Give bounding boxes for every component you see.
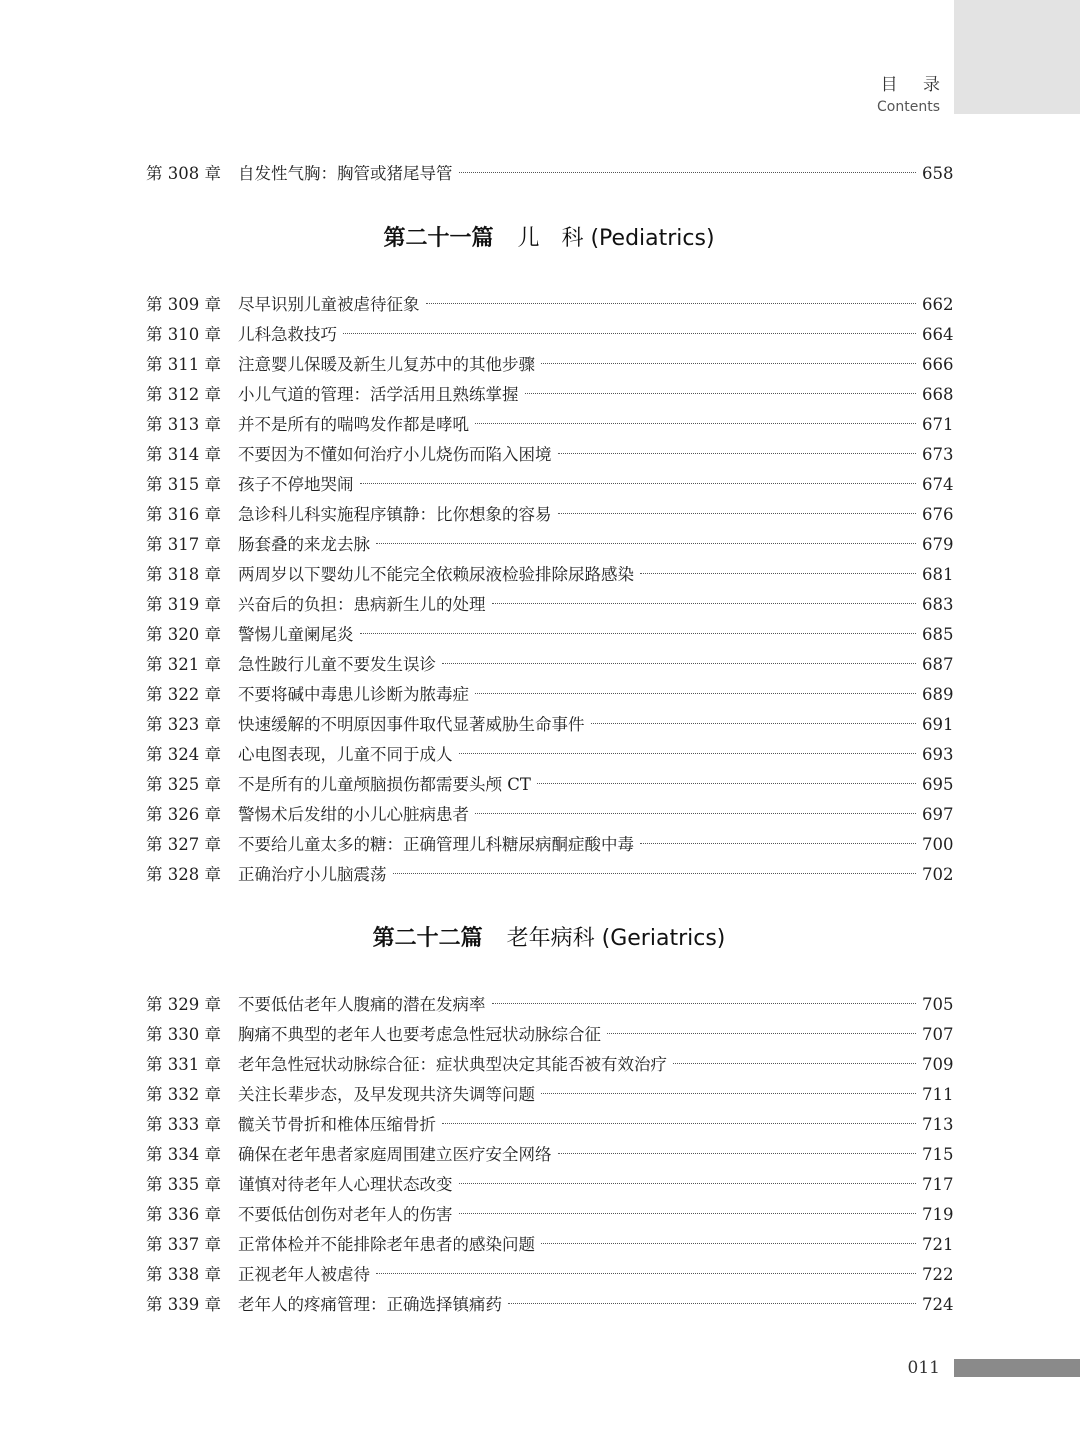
dot-leader <box>475 813 916 814</box>
toc-entry[interactable] <box>146 320 952 350</box>
chapter-title: 快速缓解的不明原因事件取代显著威胁生命事件 <box>238 715 585 734</box>
dot-leader <box>492 1003 917 1004</box>
toc-entry[interactable] <box>146 560 952 590</box>
toc-entry[interactable] <box>146 680 952 710</box>
toc-entry[interactable] <box>146 860 952 890</box>
toc-entry[interactable] <box>146 620 952 650</box>
dot-leader <box>525 393 917 394</box>
toc-entry[interactable] <box>146 350 952 380</box>
toc-entry[interactable] <box>146 770 952 800</box>
chapter-title: 不要低估老年人腹痛的潜在发病率 <box>238 995 486 1014</box>
chapter-page-number: 719 <box>922 1205 954 1224</box>
header-title-cn: 目 录 <box>880 75 950 95</box>
dot-leader <box>558 513 917 514</box>
chapter-title: 不要因为不懂如何治疗小儿烧伤而陷入困境 <box>238 445 552 464</box>
toc-entry[interactable] <box>146 1080 952 1110</box>
toc-entry[interactable] <box>146 650 952 680</box>
running-header <box>877 74 950 118</box>
chapter-title: 确保在老年患者家庭周围建立医疗安全网络 <box>238 1145 552 1164</box>
dot-leader <box>475 693 916 694</box>
chapter-number: 第 320 章 <box>146 625 221 644</box>
part-21-title: 儿 科 (Pediatrics) <box>517 226 715 251</box>
chapter-title: 正确治疗小儿脑震荡 <box>238 865 387 884</box>
dot-leader <box>541 1093 916 1094</box>
footer-bar-decoration <box>954 1359 1080 1377</box>
toc-list-part-22 <box>146 990 952 1320</box>
chapter-number: 第 308 章 <box>146 164 221 183</box>
chapter-number: 第 325 章 <box>146 775 221 794</box>
toc-entry[interactable] <box>146 1110 952 1140</box>
part-21-number: 第二十一篇 <box>383 226 494 251</box>
chapter-title: 不要将碱中毒患儿诊断为脓毒症 <box>238 685 469 704</box>
dot-leader <box>537 783 916 784</box>
chapter-page-number: 700 <box>922 835 954 854</box>
toc-entry[interactable] <box>146 710 952 740</box>
dot-leader <box>673 1063 916 1064</box>
toc-entry[interactable] <box>146 1050 952 1080</box>
dot-leader <box>640 843 916 844</box>
chapter-number: 第 338 章 <box>146 1265 221 1284</box>
dot-leader <box>343 333 916 334</box>
chapter-title: 胸痛不典型的老年人也要考虑急性冠状动脉综合征 <box>238 1025 601 1044</box>
chapter-page-number: 709 <box>922 1055 954 1074</box>
dot-leader <box>376 543 916 544</box>
chapter-title: 注意婴儿保暖及新生儿复苏中的其他步骤 <box>238 355 535 374</box>
chapter-page-number: 713 <box>922 1115 954 1134</box>
dot-leader <box>475 423 916 424</box>
chapter-page-number: 666 <box>922 355 954 374</box>
dot-leader <box>541 363 916 364</box>
chapter-page-number: 715 <box>922 1145 954 1164</box>
toc-entry[interactable] <box>146 1170 952 1200</box>
chapter-page-number: 681 <box>922 565 954 584</box>
chapter-title: 急性跛行儿童不要发生误诊 <box>238 655 436 674</box>
chapter-title: 老年人的疼痛管理：正确选择镇痛药 <box>238 1295 502 1314</box>
chapter-number: 第 328 章 <box>146 865 221 884</box>
chapter-title: 两周岁以下婴幼儿不能完全依赖尿液检验排除尿路感染 <box>238 565 634 584</box>
chapter-title: 心电图表现，儿童不同于成人 <box>238 745 453 764</box>
chapter-page-number: 662 <box>922 295 954 314</box>
chapter-page-number: 658 <box>922 164 954 183</box>
chapter-number: 第 321 章 <box>146 655 221 674</box>
chapter-title: 不要低估创伤对老年人的伤害 <box>238 1205 453 1224</box>
toc-entry[interactable] <box>146 1230 952 1260</box>
toc-entry[interactable] <box>146 410 952 440</box>
chapter-title: 老年急性冠状动脉综合征：症状典型决定其能否被有效治疗 <box>238 1055 667 1074</box>
part-22-heading <box>146 924 952 954</box>
chapter-title: 急诊科儿科实施程序镇静：比你想象的容易 <box>238 505 552 524</box>
toc-entry[interactable] <box>146 830 952 860</box>
chapter-number: 第 330 章 <box>146 1025 221 1044</box>
chapter-title: 自发性气胸：胸管或猪尾导管 <box>238 164 453 183</box>
toc-entry[interactable] <box>146 530 952 560</box>
chapter-number: 第 311 章 <box>146 355 221 374</box>
dot-leader <box>459 1213 917 1214</box>
chapter-number: 第 326 章 <box>146 805 221 824</box>
chapter-number: 第 313 章 <box>146 415 221 434</box>
chapter-page-number: 671 <box>922 415 954 434</box>
corner-tab-decoration <box>954 0 1080 114</box>
dot-leader <box>360 483 917 484</box>
chapter-title: 并不是所有的喘鸣发作都是哮吼 <box>238 415 469 434</box>
part-22-title: 老年病科 (Geriatrics) <box>506 926 726 951</box>
chapter-number: 第 327 章 <box>146 835 221 854</box>
chapter-page-number: 695 <box>922 775 954 794</box>
chapter-page-number: 702 <box>922 865 954 884</box>
chapter-page-number: 673 <box>922 445 954 464</box>
chapter-page-number: 691 <box>922 715 954 734</box>
chapter-number: 第 314 章 <box>146 445 221 464</box>
dot-leader <box>442 1123 916 1124</box>
chapter-number: 第 317 章 <box>146 535 221 554</box>
dot-leader <box>442 663 916 664</box>
chapter-number: 第 316 章 <box>146 505 221 524</box>
chapter-page-number: 724 <box>922 1295 954 1314</box>
chapter-title: 髋关节骨折和椎体压缩骨折 <box>238 1115 436 1134</box>
chapter-number: 第 319 章 <box>146 595 221 614</box>
toc-entry[interactable] <box>146 500 952 530</box>
dot-leader <box>558 453 917 454</box>
chapter-page-number: 674 <box>922 475 954 494</box>
toc-list-part-21 <box>146 290 952 890</box>
toc-entry[interactable] <box>146 1260 952 1290</box>
chapter-number: 第 310 章 <box>146 325 221 344</box>
chapter-number: 第 309 章 <box>146 295 221 314</box>
dot-leader <box>558 1153 917 1154</box>
chapter-page-number: 705 <box>922 995 954 1014</box>
part-21-heading <box>146 224 952 254</box>
chapter-number: 第 333 章 <box>146 1115 221 1134</box>
chapter-number: 第 334 章 <box>146 1145 221 1164</box>
dot-leader <box>459 1183 917 1184</box>
chapter-page-number: 717 <box>922 1175 954 1194</box>
chapter-number: 第 329 章 <box>146 995 221 1014</box>
chapter-title: 孩子不停地哭闹 <box>238 475 354 494</box>
chapter-title: 正常体检并不能排除老年患者的感染问题 <box>238 1235 535 1254</box>
toc-entry[interactable] <box>146 1140 952 1170</box>
toc-entry[interactable] <box>146 380 952 410</box>
toc-entry[interactable] <box>146 470 952 500</box>
chapter-page-number: 687 <box>922 655 954 674</box>
chapter-title: 警惕儿童阑尾炎 <box>238 625 354 644</box>
chapter-page-number: 721 <box>922 1235 954 1254</box>
toc-entry[interactable] <box>146 740 952 770</box>
dot-leader <box>591 723 917 724</box>
toc-entry[interactable] <box>146 440 952 470</box>
chapter-title: 谨慎对待老年人心理状态改变 <box>238 1175 453 1194</box>
chapter-page-number: 697 <box>922 805 954 824</box>
chapter-page-number: 664 <box>922 325 954 344</box>
chapter-number: 第 335 章 <box>146 1175 221 1194</box>
chapter-number: 第 332 章 <box>146 1085 221 1104</box>
chapter-title: 正视老年人被虐待 <box>238 1265 370 1284</box>
chapter-title: 兴奋后的负担：患病新生儿的处理 <box>238 595 486 614</box>
chapter-page-number: 668 <box>922 385 954 404</box>
dot-leader <box>508 1303 916 1304</box>
dot-leader <box>376 1273 916 1274</box>
chapter-title: 肠套叠的来龙去脉 <box>238 535 370 554</box>
chapter-page-number: 693 <box>922 745 954 764</box>
chapter-title: 警惕术后发绀的小儿心脏病患者 <box>238 805 469 824</box>
chapter-title: 不要给儿童太多的糖：正确管理儿科糖尿病酮症酸中毒 <box>238 835 634 854</box>
chapter-page-number: 685 <box>922 625 954 644</box>
chapter-page-number: 711 <box>922 1085 954 1104</box>
chapter-title: 不是所有的儿童颅脑损伤都需要头颅 CT <box>238 775 531 794</box>
toc-entry[interactable] <box>146 290 952 320</box>
chapter-title: 小儿气道的管理：活学活用且熟练掌握 <box>238 385 519 404</box>
toc-entry[interactable] <box>146 159 952 189</box>
chapter-number: 第 322 章 <box>146 685 221 704</box>
header-title-en: Contents <box>877 99 940 115</box>
chapter-page-number: 722 <box>922 1265 954 1284</box>
dot-leader <box>607 1033 916 1034</box>
chapter-number: 第 318 章 <box>146 565 221 584</box>
chapter-page-number: 707 <box>922 1025 954 1044</box>
dot-leader <box>393 873 917 874</box>
toc-entry[interactable] <box>146 1200 952 1230</box>
chapter-title: 关注长辈步态，及早发现共济失调等问题 <box>238 1085 535 1104</box>
dot-leader <box>541 1243 916 1244</box>
chapter-number: 第 312 章 <box>146 385 221 404</box>
toc-entry[interactable] <box>146 1290 952 1320</box>
chapter-title: 尽早识别儿童被虐待征象 <box>238 295 420 314</box>
dot-leader <box>459 172 917 173</box>
dot-leader <box>640 573 916 574</box>
chapter-number: 第 315 章 <box>146 475 221 494</box>
toc-entry[interactable] <box>146 990 952 1020</box>
toc-list-top <box>146 159 952 189</box>
toc-entry[interactable] <box>146 1020 952 1050</box>
chapter-page-number: 679 <box>922 535 954 554</box>
toc-entry[interactable] <box>146 800 952 830</box>
chapter-page-number: 683 <box>922 595 954 614</box>
page-number: 011 <box>907 1358 940 1378</box>
dot-leader <box>459 753 917 754</box>
chapter-title: 儿科急救技巧 <box>238 325 337 344</box>
chapter-number: 第 337 章 <box>146 1235 221 1254</box>
chapter-number: 第 339 章 <box>146 1295 221 1314</box>
chapter-page-number: 676 <box>922 505 954 524</box>
toc-entry[interactable] <box>146 590 952 620</box>
dot-leader <box>426 303 917 304</box>
chapter-number: 第 336 章 <box>146 1205 221 1224</box>
chapter-number: 第 331 章 <box>146 1055 221 1074</box>
dot-leader <box>492 603 917 604</box>
part-22-number: 第二十二篇 <box>372 926 483 951</box>
chapter-page-number: 689 <box>922 685 954 704</box>
chapter-number: 第 323 章 <box>146 715 221 734</box>
chapter-number: 第 324 章 <box>146 745 221 764</box>
dot-leader <box>360 633 917 634</box>
